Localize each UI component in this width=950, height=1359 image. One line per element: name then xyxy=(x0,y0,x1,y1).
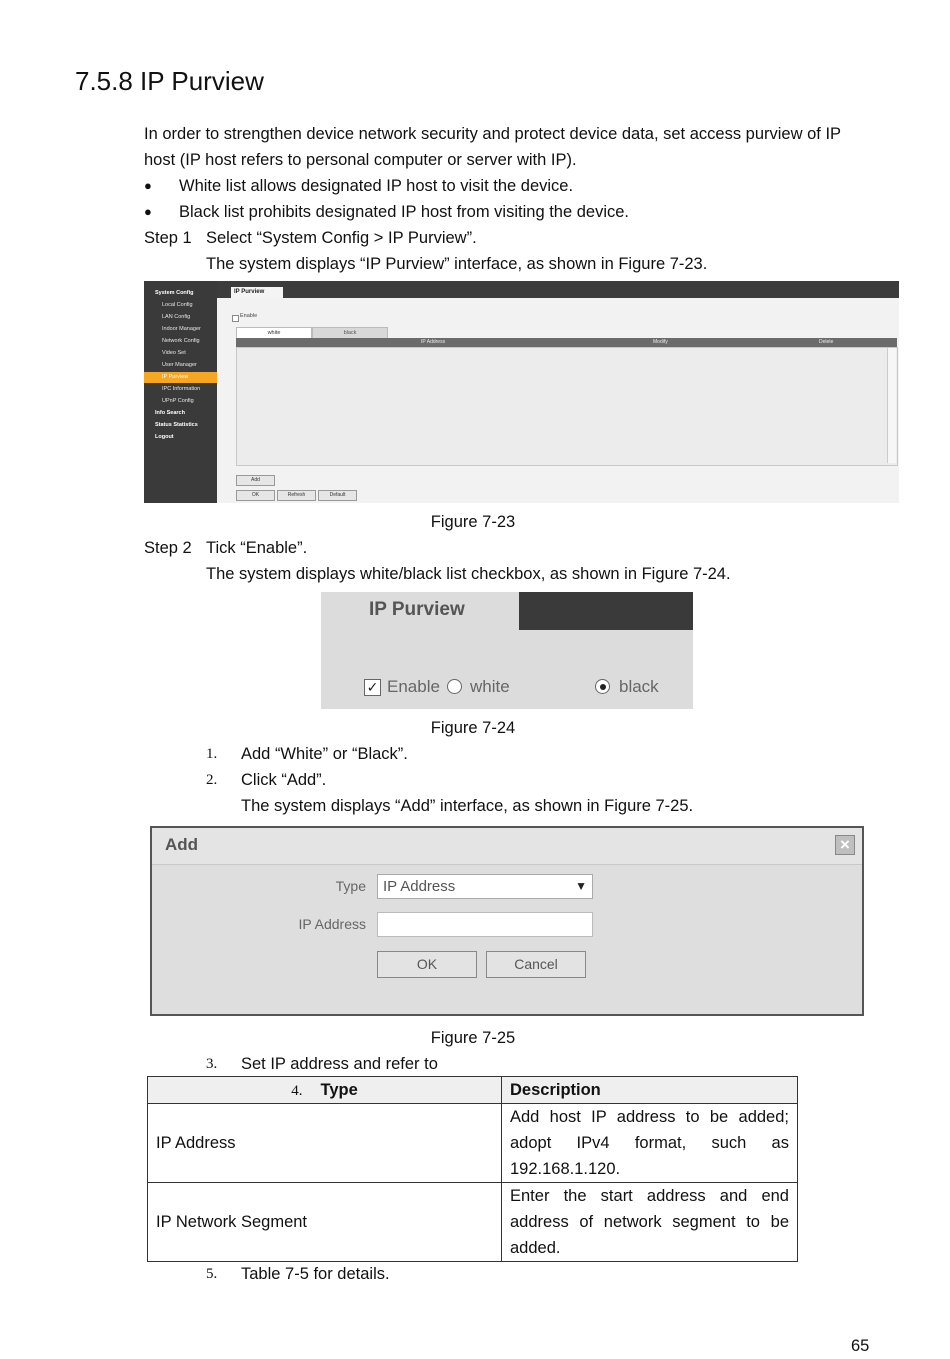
menu-video-set[interactable]: Video Set xyxy=(162,350,186,356)
enable-label: Enable xyxy=(387,677,440,696)
substep-2-num: 2. xyxy=(206,772,218,788)
table-header-row xyxy=(148,1077,798,1104)
menu-ip-purview[interactable]: IP Purview xyxy=(144,372,217,383)
substep-3-text: Set IP address and refer to xyxy=(241,1055,438,1073)
step2-result: The system displays white/black list checkbox, as shown in Figure 7-24. xyxy=(206,565,731,583)
section-heading: 7.5.8 IP Purview xyxy=(75,66,264,96)
menu-user-manager[interactable]: User Manager xyxy=(162,362,197,368)
list-scrollbar[interactable] xyxy=(887,348,896,463)
bullet-mark-1: ● xyxy=(144,178,152,193)
substep-2-result: The system displays “Add” interface, as shown in Figure 7-25. xyxy=(241,797,694,815)
chevron-down-icon: ▼ xyxy=(575,879,587,893)
menu-logout[interactable]: Logout xyxy=(155,434,174,440)
row-1-type: IP Address xyxy=(148,1104,502,1183)
radio-selected-dot xyxy=(600,684,606,690)
substep-5-num: 5. xyxy=(206,1266,218,1282)
ip-purview-title: IP Purview xyxy=(369,599,465,620)
intro-line-2: host (IP host refers to personal computer or server with IP). xyxy=(144,151,577,169)
substep-3-num: 3. xyxy=(206,1056,218,1072)
step1-result: The system displays “IP Purview” interface, as shown in Figure 7-23. xyxy=(206,255,708,273)
col-delete: Delete xyxy=(819,339,834,345)
menu-upnp-config[interactable]: UPnP Config xyxy=(162,398,194,404)
substep-1-num: 1. xyxy=(206,746,218,762)
table-row xyxy=(148,1104,798,1183)
figure-7-23-caption: Figure 7-23 xyxy=(430,513,516,531)
ip-address-input[interactable] xyxy=(377,912,593,937)
figure-7-25-caption: Figure 7-25 xyxy=(430,1029,516,1047)
ip-address-label: IP Address xyxy=(298,916,366,932)
menu-ipc-information[interactable]: IPC Information xyxy=(162,386,201,392)
row-1-desc: Add host IP address to be added; adopt IPv4 format, such as 192.168.1.120. xyxy=(502,1104,798,1183)
sidebar xyxy=(144,281,217,503)
dialog-title: Add xyxy=(165,835,199,854)
menu-info-search[interactable]: Info Search xyxy=(155,410,185,416)
header-num: 4. xyxy=(291,1082,303,1099)
table-row xyxy=(148,1183,798,1262)
ok-button[interactable]: OK xyxy=(236,490,275,501)
page-number: 65 xyxy=(851,1337,870,1355)
dialog-header xyxy=(152,828,862,865)
intro-line-1: In order to strengthen device network security and protect device data, set access purview of IP xyxy=(144,125,842,143)
table-header xyxy=(236,338,897,347)
white-label: white xyxy=(470,677,510,696)
col-ip-address: IP Address xyxy=(421,339,446,345)
enable-label: Enable xyxy=(240,313,258,319)
menu-lan-config[interactable]: LAN Config xyxy=(162,314,191,320)
step2-label: Step 2 xyxy=(144,539,192,557)
row-2-desc: Enter the start address and end address of network segment to be added. xyxy=(502,1183,798,1262)
step1-text: Select “System Config > IP Purview”. xyxy=(206,229,477,247)
ip-type-table xyxy=(147,1076,798,1262)
ip-list xyxy=(236,347,898,466)
ok-button[interactable]: OK xyxy=(377,951,477,978)
type-select[interactable] xyxy=(377,874,593,899)
enable-checkbox[interactable] xyxy=(232,315,239,322)
refresh-button[interactable]: Refresh xyxy=(277,490,316,501)
header-dark-bar xyxy=(519,592,693,630)
black-radio[interactable] xyxy=(595,679,610,694)
enable-checkbox[interactable]: ✓ xyxy=(364,679,381,696)
figure-7-23-screenshot xyxy=(144,281,899,503)
menu-local-config[interactable]: Local Config xyxy=(162,302,193,308)
bullet-text-2: Black list prohibits designated IP host from visiting the device. xyxy=(179,203,630,221)
menu-network-config[interactable]: Network Config xyxy=(162,338,200,344)
white-radio[interactable] xyxy=(447,679,462,694)
row-2-type: IP Network Segment xyxy=(148,1183,502,1262)
type-label: Type xyxy=(335,878,366,894)
figure-7-24-screenshot xyxy=(321,592,693,709)
header-type-cell xyxy=(148,1077,502,1104)
header-type: Type xyxy=(320,1080,358,1099)
tab-white[interactable]: white xyxy=(236,327,312,339)
cancel-button[interactable]: Cancel xyxy=(486,951,586,978)
menu-status-statistics[interactable]: Status Statistics xyxy=(155,422,198,428)
tab-ip-purview[interactable]: IP Purview xyxy=(231,287,283,298)
col-modify: Modify xyxy=(653,339,668,345)
bullet-text-1: White list allows designated IP host to visit the device. xyxy=(179,177,574,195)
type-select-value: IP Address xyxy=(383,878,456,895)
step2-text: Tick “Enable”. xyxy=(206,539,308,557)
step1-label: Step 1 xyxy=(144,229,192,247)
menu-system-config[interactable]: System Config xyxy=(155,290,194,296)
bullet-mark-2: ● xyxy=(144,204,152,219)
figure-7-25-add-dialog xyxy=(150,826,864,1016)
header-description: Description xyxy=(502,1077,798,1104)
close-icon[interactable]: × xyxy=(835,835,855,855)
black-label: black xyxy=(619,677,659,696)
substep-1-text: Add “White” or “Black”. xyxy=(241,745,408,763)
figure-7-24-caption: Figure 7-24 xyxy=(430,719,516,737)
menu-indoor-manager[interactable]: Indoor Manager xyxy=(162,326,201,332)
tab-black[interactable]: black xyxy=(312,327,388,339)
substep-5-text: Table 7-5 for details. xyxy=(241,1265,390,1283)
default-button[interactable]: Default xyxy=(318,490,357,501)
add-button[interactable]: Add xyxy=(236,475,275,486)
substep-2-text: Click “Add”. xyxy=(241,771,327,789)
